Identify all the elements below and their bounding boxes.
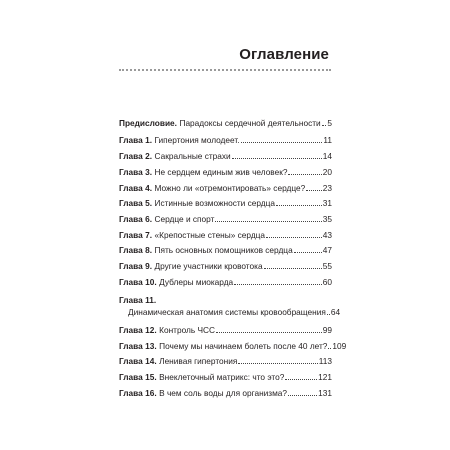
entry-page-number: 60 [322, 276, 332, 287]
toc-entry-chapter-16[interactable] [119, 382, 332, 398]
entry-page-number: 31 [322, 198, 332, 209]
toc-entry-chapter-10[interactable] [119, 271, 332, 287]
entry-label: Глава 1. [119, 135, 153, 146]
entry-page-number: 35 [322, 213, 332, 224]
entry-title: Пять основных помощников сердца [154, 245, 293, 256]
entry-title: Сердце и спорт [154, 213, 215, 224]
entry-title: Динамическая анатомия системы кровообращения [128, 307, 326, 318]
dot-leader [241, 142, 323, 143]
dot-leader [285, 379, 317, 380]
entry-page-number: 109 [332, 340, 347, 351]
toc-entry-chapter-3[interactable] [119, 161, 332, 177]
entry-label: Глава 5. [119, 198, 153, 209]
toc-entry-chapter-7[interactable] [119, 224, 332, 240]
entry-label: Глава 3. [119, 166, 153, 177]
entry-title: Внеклеточный матрикс: что это? [159, 371, 285, 382]
toc-entry-chapter-9[interactable] [119, 255, 332, 271]
dot-leader [266, 237, 322, 238]
entry-title: Гипертония молодеет. [154, 135, 240, 146]
heading-dotted-rule [119, 69, 331, 71]
entry-label: Глава 13. [119, 340, 157, 351]
dot-leader [215, 221, 321, 222]
toc-entry-chapter-5[interactable] [119, 193, 332, 209]
entry-title: Сакральные страхи [154, 151, 231, 162]
toc-entry-chapter-2[interactable] [119, 145, 332, 161]
toc-entry-chapter-12[interactable] [119, 317, 332, 335]
entry-title: В чем соль воды для организма? [159, 387, 288, 398]
dot-leader [328, 348, 331, 349]
entry-label: Глава 14. [119, 356, 157, 367]
entry-label: Глава 6. [119, 213, 153, 224]
dot-leader [264, 268, 322, 269]
entry-title: Дублеры миокарда [159, 276, 234, 287]
toc-entry-chapter-6[interactable] [119, 208, 332, 224]
dot-leader [322, 125, 327, 126]
toc-heading: Оглавление [239, 46, 329, 63]
entry-title: Почему мы начинаем болеть после 40 лет? [159, 340, 328, 351]
entry-page-number: 11 [323, 135, 332, 146]
entry-label: Предисловие. [119, 117, 177, 128]
dot-leader [276, 205, 322, 206]
entry-title: Истинные возможности сердца [154, 198, 276, 209]
entry-page-number: 23 [322, 182, 332, 193]
toc-entry-chapter-8[interactable] [119, 240, 332, 256]
dot-leader [294, 252, 322, 253]
entry-page-number: 14 [322, 151, 332, 162]
entry-label: Глава 12. [119, 324, 157, 335]
toc-entry-chapter-15[interactable] [119, 366, 332, 382]
entry-label: Глава 16. [119, 387, 157, 398]
entry-page-number: 64 [330, 307, 341, 318]
entry-page-number: 131 [318, 387, 332, 398]
entry-page-number: 47 [322, 245, 332, 256]
entry-title: Другие участники кровотока [154, 260, 263, 271]
entry-label: Глава 4. [119, 182, 153, 193]
dot-leader [216, 332, 322, 333]
dot-leader [234, 284, 322, 285]
dot-leader [288, 174, 321, 175]
entry-page-number: 99 [322, 324, 332, 335]
entry-page-number: 43 [322, 229, 332, 240]
entry-title: Можно ли «отремонтировать» сердце? [154, 182, 306, 193]
entry-page-number: 121 [318, 371, 332, 382]
toc-entry-chapter-1[interactable] [119, 128, 332, 146]
dot-leader [327, 314, 330, 315]
toc-entry-chapter-14[interactable] [119, 351, 332, 367]
entry-page-number: 5 [327, 117, 332, 128]
entry-label: Глава 9. [119, 260, 153, 271]
toc-list [119, 114, 347, 398]
entry-title: Контроль ЧСС [159, 324, 215, 335]
entry-title: Не сердцем единым жив человек? [154, 166, 288, 177]
entry-page-number: 55 [322, 260, 332, 271]
entry-title: «Крепостные стены» сердца [154, 229, 266, 240]
entry-label: Глава 10. [119, 276, 157, 287]
entry-page-number: 20 [322, 166, 332, 177]
entry-label: Глава 7. [119, 229, 153, 240]
entry-title: Ленивая гипертония [159, 356, 238, 367]
entry-label: Глава 8. [119, 245, 153, 256]
entry-page-number: 113 [318, 356, 332, 367]
dot-leader [238, 363, 317, 364]
toc-entry-chapter-11[interactable] [119, 287, 341, 318]
toc-entry-chapter-13[interactable] [119, 335, 347, 351]
entry-label: Глава 2. [119, 151, 153, 162]
dot-leader [306, 190, 322, 191]
entry-label: Глава 11. [119, 295, 157, 306]
dot-leader [288, 395, 317, 396]
entry-label: Глава 15. [119, 371, 157, 382]
toc-entry-preface[interactable] [119, 114, 332, 128]
entry-title: Парадоксы сердечной деятельности [179, 117, 321, 128]
toc-entry-chapter-4[interactable] [119, 177, 332, 193]
dot-leader [232, 158, 322, 159]
